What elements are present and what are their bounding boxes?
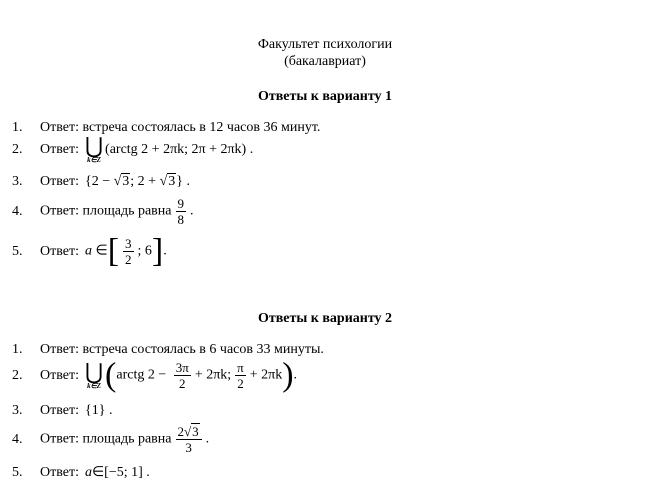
faculty-title: Факультет психологии [257,37,393,52]
answer-label: Ответ: площадь равна [40,431,172,447]
answer-label: Ответ: [40,142,79,158]
expr-part: arctg 2 − [116,367,170,383]
v1-answer-1 [12,120,320,136]
v1-answer-2 [12,133,254,164]
period: . [108,403,113,418]
v1-answer-4 [12,196,194,227]
answer-label: Ответ: [40,465,79,480]
period: . [163,243,167,259]
numerator: π [237,360,244,375]
union-subscript: k∈Z [87,156,101,164]
answer-text: Ответ: встреча состоялась в 6 часов 33 минуты. [40,342,324,357]
period: . [186,174,191,189]
period: . [190,203,194,219]
union-symbol: ⋃ k∈Z [84,133,104,164]
variable: a [84,465,92,480]
answer-label: Ответ: площадь равна [40,203,172,219]
variable: a [84,243,92,259]
item-number: 3. [12,174,23,189]
item-number: 1. [12,120,23,135]
program-subtitle: (бакалавриат) [284,54,366,69]
sqrt-radicand: 3 [122,174,130,189]
union-symbol: ⋃ k∈Z [84,358,104,390]
sqrt-radicand: 3 [168,174,176,189]
fraction [176,424,202,455]
period: . [146,465,150,480]
v2-answer-1 [12,342,324,358]
expr-part: + 2πk; [194,367,232,383]
math-expression: ∈[−5; 1] [91,465,143,480]
denominator: 8 [177,212,184,227]
v2-answer-2: 2. Ответ: ⋃ k∈Z (arctg 2 − $\frac{3\pi}{2}$ + 2πk; $\frac{\pi}{2}$ + 2πk). [12,356,298,394]
v2-answer-4 [12,424,209,455]
math-expression: {1} [84,403,106,418]
numerator: 9 [177,196,184,211]
answer-label: Ответ: [40,174,79,189]
v1-answer-5: 5. Ответ: a ∈[ $\frac{3}{2}$ ; 6]. [12,232,167,270]
union-subscript: k∈Z [87,381,101,390]
item-number: 3. [12,403,23,418]
v2-answer-5 [12,464,150,481]
fraction [176,196,187,227]
item-number: 5. [12,465,23,480]
item-number: 1. [12,342,23,357]
expr-part: ; 6 [137,243,152,259]
item-number: 4. [12,431,23,447]
denominator: 3 [185,440,192,455]
numerator: 2√3 [176,424,202,440]
expr-part: ; 2 + [130,174,160,189]
item-number: 2. [12,142,23,158]
item-number: 2. [12,367,23,383]
sqrt-radicand: 3 [192,424,199,439]
v1-answer-3: 3. Ответ: {2 − √3; 2 + √3} . [12,174,191,189]
expr-part: {2 − [84,174,114,189]
fraction [174,360,191,391]
fraction [235,360,246,391]
answer-text: Ответ: встреча состоялась в 12 часов 36 минут. [40,120,321,135]
numerator: 3π [175,360,189,375]
answer-label: Ответ: [40,403,79,418]
fraction [123,236,134,267]
denominator: 2 [125,252,132,267]
expr-part: + 2πk [249,367,283,383]
math-expression: (arctg 2 + 2πk; 2π + 2πk) [105,142,247,158]
denominator: 2 [179,376,186,391]
item-number: 5. [12,243,23,259]
answer-label: Ответ: [40,367,79,383]
numerator-coeff: 2 [177,424,184,439]
denominator: 2 [237,376,244,391]
item-number: 4. [12,203,23,219]
expr-part: } [176,174,184,189]
period: . [249,142,254,158]
v2-answer-3 [12,403,112,419]
element-of: ∈ [95,243,108,259]
answer-label: Ответ: [40,243,79,259]
numerator: 3 [125,236,132,251]
period: . [293,367,298,383]
variant2-title: Ответы к варианту 2 [257,311,393,326]
variant1-title: Ответы к варианту 1 [257,89,393,104]
period: . [205,431,210,447]
